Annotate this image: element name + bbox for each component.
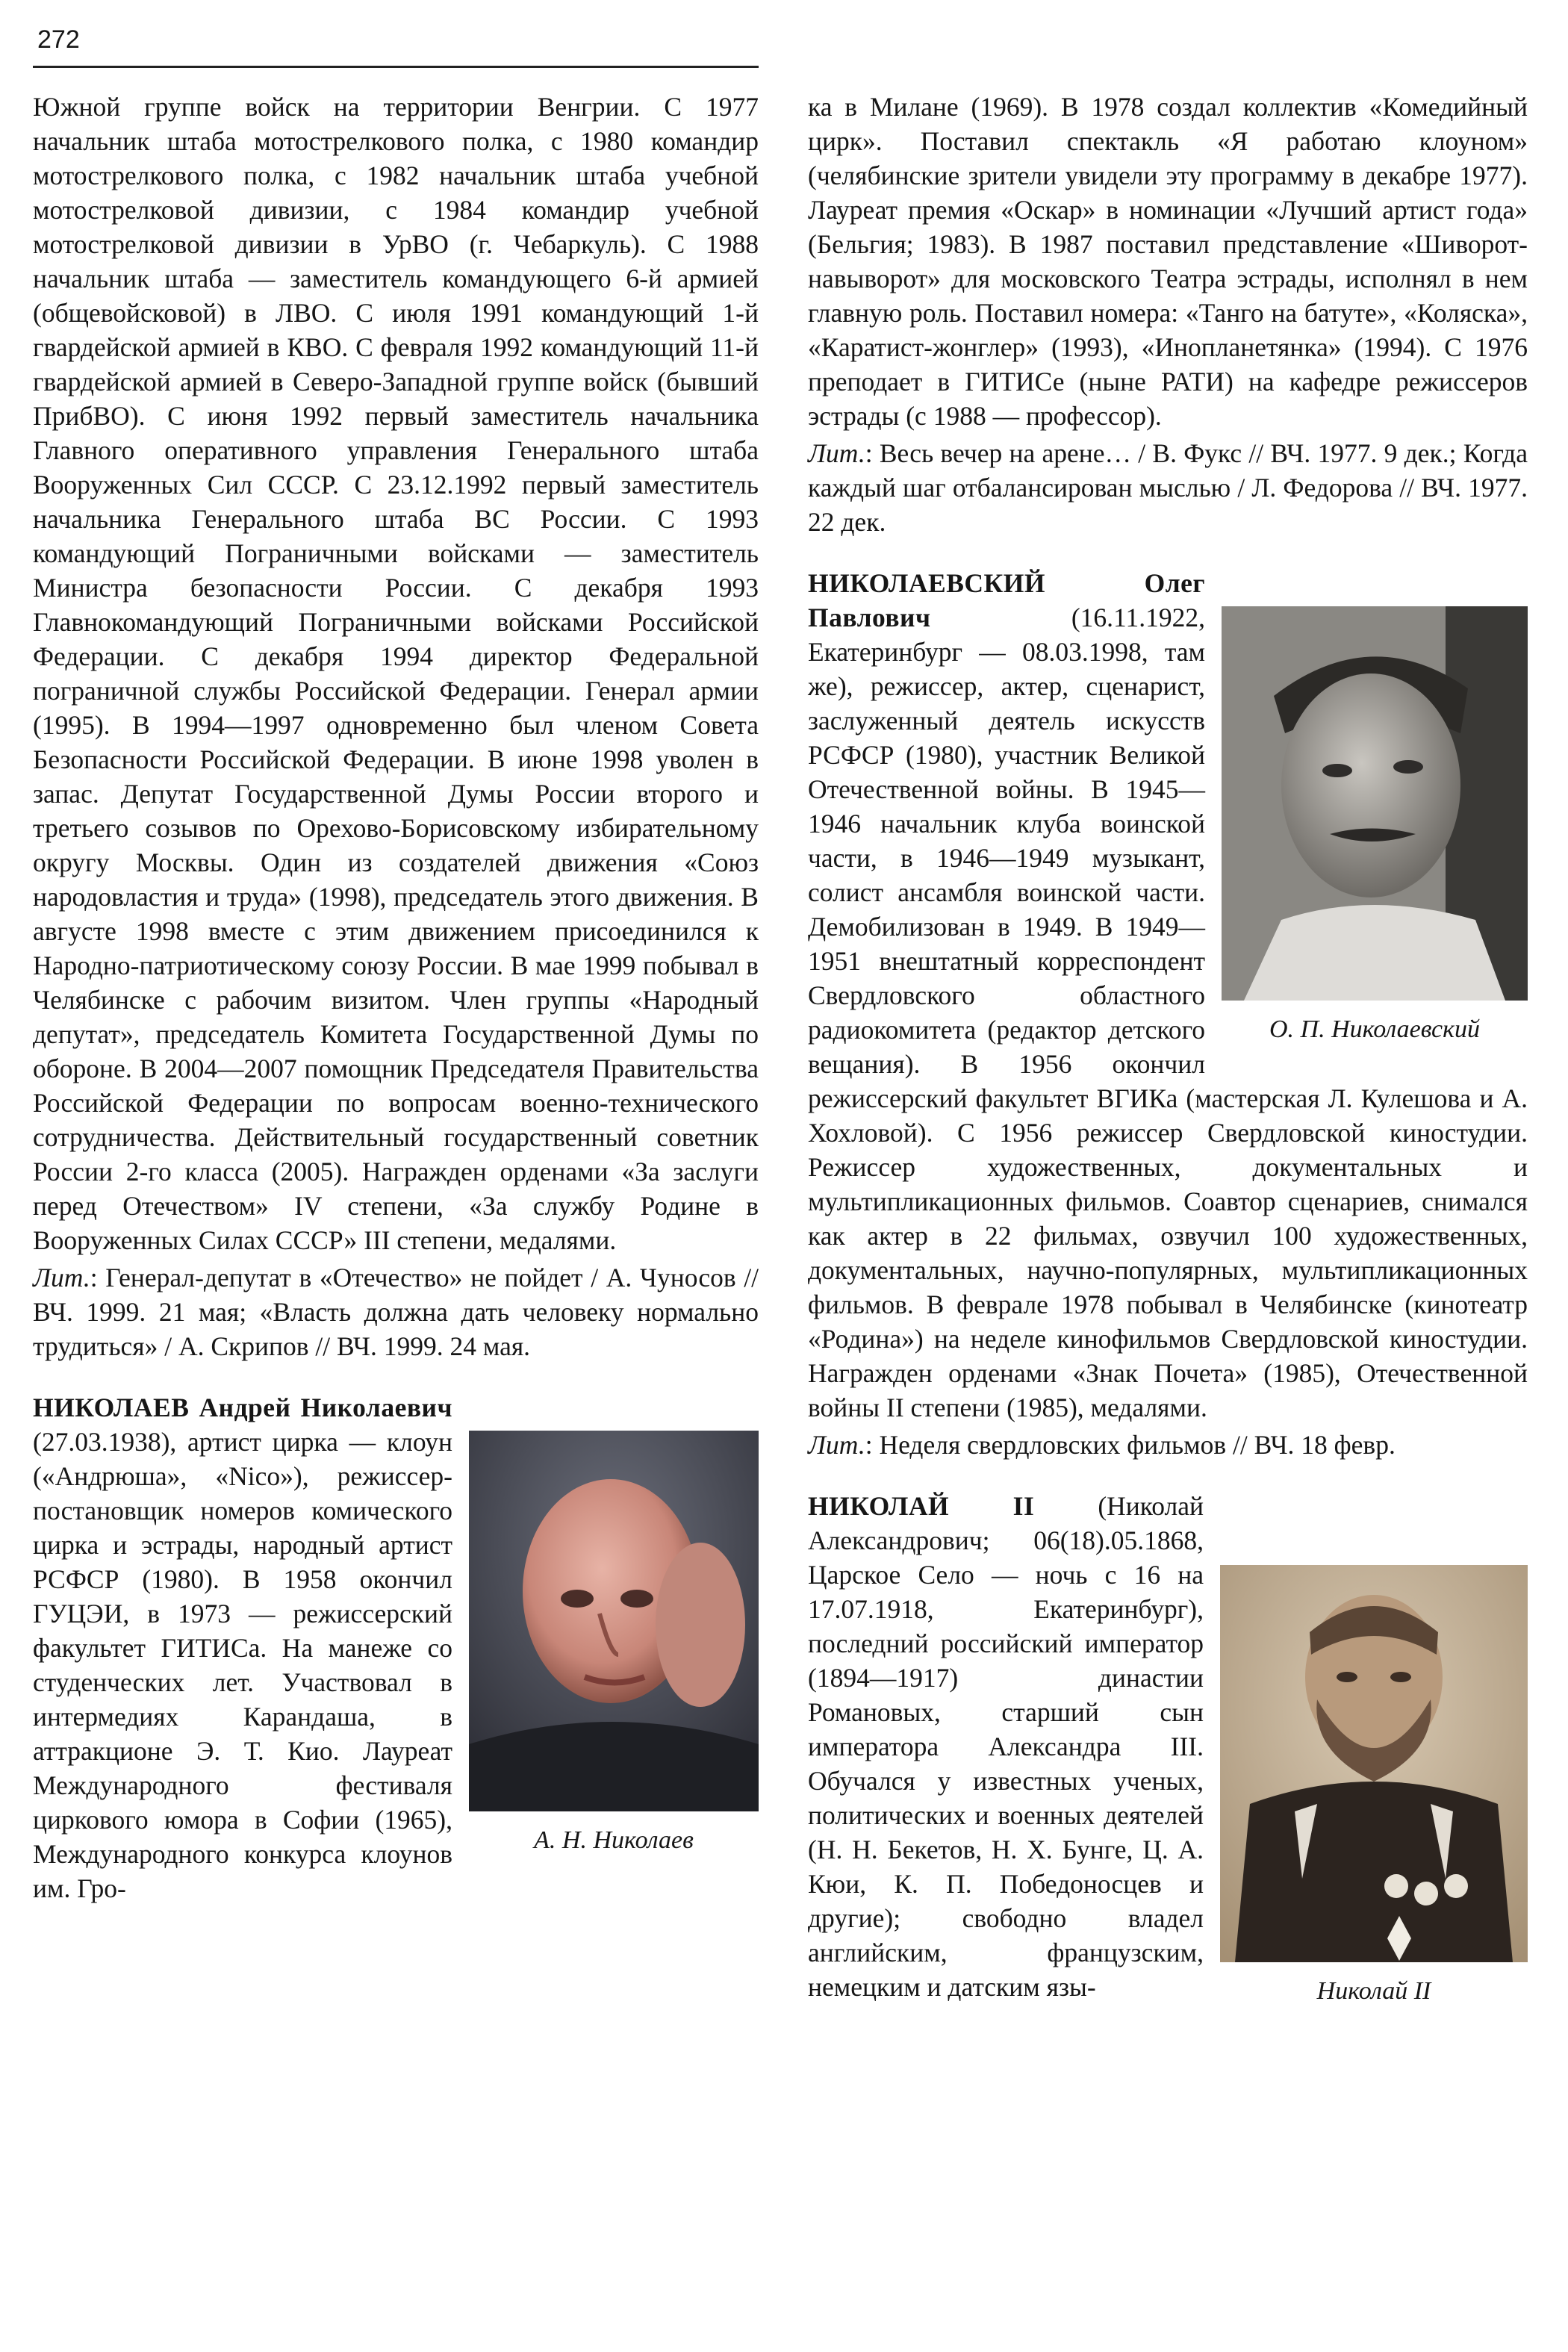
literature-label: Лит.	[33, 1263, 90, 1292]
headword: НИКОЛАЙ II	[808, 1491, 1035, 1521]
literature-text: : Неделя свердловских фильмов // ВЧ. 18 февр.	[865, 1430, 1396, 1460]
literature-label: Лит.	[808, 1430, 865, 1460]
entry-body: (27.03.1938), артист цирка — клоун («Андрюша», «Nico»), режиссер-постановщик номеров комического цирка и эстрады, народный артист РСФСР (1980). В 1958 окончил ГУЦЭИ, в 1973 — режиссерский факультет ГИТИСа. На манеже со студенческих лет. Участвовал в интермедиях Карандаша, в аттракционе Э. Т. Кио. Лауреат Международного фестиваля циркового юмора в Софии (1965), Международного конкурса клоунов им. Гро-	[33, 1427, 452, 1903]
photo-nikolaev	[469, 1431, 759, 1811]
entry-body: (16.11.1922, Екатеринбург — 08.03.1998, там же), режиссер, актер, сценарист, заслуженный деятель искусств РСФСР (1980), участник Великой Отечественной войны. В 1945—1946 начальник клуба воинской части, в 1946—1949 музыкант, солист ансамбля воинской части. Демобилизован в 1949. В 1949—1951 внештатный корреспондент Свердловского областного радиокомитета (редактор детского вещания). В 1956 окончил режиссерский факультет ВГИКа (мастерская Л. Кулешова и А. Хохловой). С 1956 режиссер Свердловской киностудии. Режиссер художественных, документальных и мультипликационных фильмов. Соавтор сценариев, снимался как актер в 22 фильмах, озвучил 100 художественных, документальных, научно-популярных, мультипликационных фильмов. В феврале 1978 побывал в Челябинске (кинотеатр «Родина») на неделе кинофильмов Свердловской киностудии. Награжден орденами «Знак Почета» (1985), Отечественной войны II степени (1985), медалями.	[808, 603, 1528, 1422]
header-rule	[33, 66, 759, 68]
headword: НИКОЛАЕВСКИЙ Олег Павлович	[808, 568, 1205, 632]
page-number: 272	[37, 25, 80, 54]
literature-text: : Генерал-депутат в «Отечество» не пойдет / А. Чуносов // ВЧ. 1999. 21 мая; «Власть должна дать человеку нормально трудиться» / А. Скрипов // ВЧ. 1999. 24 мая.	[33, 1263, 759, 1361]
portrait-nikolaevsky	[1222, 606, 1528, 1047]
literature-text: : Весь вечер на арене… / В. Фукс // ВЧ. 1977. 9 дек.; Когда каждый шаг отбалансирован мыслью / Л. Федорова // ВЧ. 1977. 22 дек.	[808, 438, 1528, 537]
photo-nikolaevsky-image	[1222, 606, 1528, 1001]
literature-reference	[33, 1260, 759, 1363]
portrait-caption: Николай II	[1316, 1977, 1431, 2005]
portrait-caption: А. Н. Николаев	[534, 1826, 694, 1854]
right-column	[808, 90, 1528, 2015]
entry-nikolaevsky	[808, 566, 1528, 1462]
entry-nikolay-ii	[808, 1489, 1528, 2004]
continued-article-text: Южной группе войск на территории Венгрии. С 1977 начальник штаба мотострелкового полка, с 1980 командир мотострелкового полка, с 1982 начальник штаба учебной мотострелковой дивизии, с 1984 командир учебной мотострелковой дивизии в УрВО (г. Чебаркуль). С 1988 начальник штаба — заместитель командующего 6-й армией (общевойсковой) в ЛВО. С июля 1991 командующий 1-й гвардейской армией в КВО. С февраля 1992 командующий 11-й гвардейской армией в Северо-Западной группе войск (бывший ПрибВО). С июня 1992 первый заместитель начальника Главного оперативного управления Генерального штаба Вооруженных Сил СССР. С 23.12.1992 первый заместитель начальника Генерального штаба ВС России. С 1993 командующий Пограничными войсками — заместитель Министра безопасности России. С декабря 1993 Главнокомандующий Пограничными войсками Российской Федерации. С декабря 1994 директор Федеральной пограничной службы Российской Федерации. Генерал армии (1995). В 1994—1997 одновременно был членом Совета Безопасности Российской Федерации. В июне 1998 уволен в запас. Депутат Государственной Думы России второго и третьего созывов по Орехово-Борисовскому избирательному округу Москвы. Один из создателей движения «Союз народовластия и труда» (1998), председатель этого движения. В августе 1998 вместе с этим движением присоединился к Народно-патриотическому союзу России. В мае 1999 побывал в Челябинске с рабочим визитом. Член группы «Народный депутат», председатель Комитета Государственной Думы по обороне. В 2004—2007 помощник Председателя Правительства Российской Федерации по вопросам военно-технического сотрудничества. Действительный государственный советник России 2-го класса (2005). Награжден орденами «За заслуги перед Отечеством» IV степени, «За службу Родине в Вооруженных Силах СССР» III степени, медалями.	[33, 92, 759, 1255]
photo-nikolaev-image	[469, 1431, 759, 1811]
photo-nikolay-ii	[1220, 1565, 1528, 1962]
portrait-nikolay-ii	[1220, 1565, 1528, 2009]
continued-article-text: ка в Милане (1969). В 1978 создал коллектив «Комедийный цирк». Поставил спектакль «Я работаю клоуном» (челябинские зрители увидели эту программу в декабре 1977). Лауреат премия «Оскар» в номинации «Лучший артист года» (Бельгия; 1983). В 1987 поставил представление «Шиворот-навыворот» для московского Театра эстрады, исполнял в нем главную роль. Поставил номера: «Танго на батуте», «Коляска», «Каратист-жонглер» (1993), «Инопланетянка» (1994). С 1976 преподает в ГИТИСе (ныне РАТИ) на кафедре режиссеров эстрады (с 1988 — профессор).	[808, 92, 1528, 431]
entry-nikolaev	[33, 1390, 759, 1905]
photo-nikolaevsky	[1222, 606, 1528, 1001]
left-column	[33, 90, 759, 1905]
headword: НИКОЛАЕВ Андрей Николаевич	[33, 1393, 452, 1422]
literature-reference	[808, 1428, 1528, 1462]
literature-label: Лит.	[808, 438, 865, 468]
literature-reference	[808, 436, 1528, 539]
entry-body: (Николай Александрович; 06(18).05.1868, Царское Село — ночь с 16 на 17.07.1918, Екатеринбург), последний российский император (1894—1917) династии Романовых, старший сын императора Александра III. Обучался у известных ученых, политических и военных деятелей (Н. Н. Бекетов, Н. Х. Бунге, Ц. А. Кюи, К. П. Победоносцев и другие); свободно владел английским, французским, немецким и датским язы-	[808, 1491, 1204, 2002]
portrait-nikolaev	[469, 1431, 759, 1858]
portrait-caption: О. П. Николаевский	[1269, 1015, 1481, 1043]
photo-nikolay-ii-image	[1220, 1565, 1528, 1962]
